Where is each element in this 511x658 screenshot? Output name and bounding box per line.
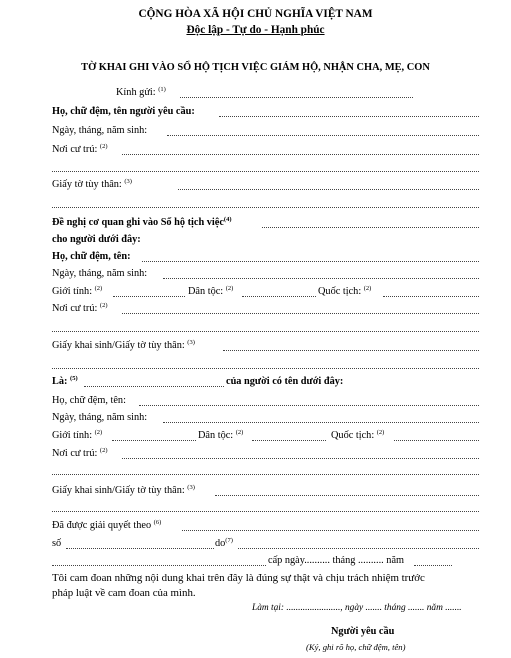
person2-residence-field[interactable] <box>122 458 479 459</box>
signature-place-date: Làm tại: ......................., ngày ....... tháng ....... năm ....... <box>252 603 462 613</box>
person1-ethnicity-label: Dân tộc: $^{(2)}$ <box>188 285 234 297</box>
requester-residence-field[interactable] <box>122 154 479 155</box>
resolution-issued-date: cấp ngày.......... tháng .......... năm <box>268 555 405 566</box>
person1-residence-field-2[interactable] <box>52 331 479 332</box>
resolution-number-field[interactable] <box>66 548 214 549</box>
person1-residence-label: Nơi cư trú: $^{(2)}$ <box>52 302 108 314</box>
person1-ethnicity-field[interactable] <box>242 296 316 297</box>
person2-birth-cert-field-2[interactable] <box>52 511 479 512</box>
person2-dob-label: Ngày, tháng, năm sinh: <box>52 412 148 423</box>
person1-gender-label: Giới tính: $^{(2)}$ <box>52 285 103 297</box>
requester-id-field[interactable] <box>178 189 479 190</box>
person2-name-field[interactable] <box>139 405 479 406</box>
person2-ethnicity-field[interactable] <box>252 440 326 441</box>
person1-birth-cert-label: Giấy khai sinh/Giấy tờ tùy thân: $^{(3)}$ <box>52 339 195 351</box>
requester-dob-field[interactable] <box>167 135 479 136</box>
person2-name-label: Họ, chữ đệm, tên: <box>52 395 126 406</box>
person1-birth-cert-field-2[interactable] <box>52 368 479 369</box>
request-type-field[interactable] <box>262 227 479 228</box>
resolution-authority-field-2[interactable] <box>52 565 266 566</box>
form-title: TỜ KHAI GHI VÀO SỔ HỘ TỊCH VIỆC GIÁM HỘ, NHẬN CHA, MẸ, CON <box>81 62 430 73</box>
national-motto: Độc lập - Tự do - Hạnh phúc <box>186 24 325 36</box>
person2-ethnicity-label: Dân tộc: $^{(2)}$ <box>198 429 244 441</box>
resolution-authority-field[interactable] <box>238 548 479 549</box>
signature-title: Người yêu cầu <box>331 626 395 637</box>
resolution-label: Đã được giải quyết theo $^{(6)}$ <box>52 519 162 531</box>
person1-residence-field[interactable] <box>122 313 479 314</box>
person2-residence-label: Nơi cư trú: $^{(2)}$ <box>52 447 108 459</box>
recipient-field[interactable] <box>180 97 413 98</box>
person2-gender-label: Giới tính: $^{(2)}$ <box>52 429 103 441</box>
country-name: CỘNG HÒA XÃ HỘI CHỦ NGHĨA VIỆT NAM <box>138 8 373 20</box>
person1-name-label: Họ, chữ đệm, tên: <box>52 251 131 262</box>
person1-name-field[interactable] <box>142 261 479 262</box>
resolution-by-label: $do^{(7)}$ <box>215 537 233 549</box>
person1-dob-label: Ngày, tháng, năm sinh: <box>52 268 148 279</box>
person2-residence-field-2[interactable] <box>52 474 479 475</box>
requester-name-field[interactable] <box>219 116 479 117</box>
person2-birth-cert-field[interactable] <box>215 495 479 496</box>
recipient-label: Kính gửi: $^{(1)}$ <box>116 86 166 98</box>
person1-dob-field[interactable] <box>163 278 479 279</box>
relation-label: Là: $^{(5)}$ <box>52 375 78 387</box>
requester-dob-label: Ngày, tháng, năm sinh: <box>52 125 148 136</box>
person2-dob-field[interactable] <box>163 422 479 423</box>
person1-gender-field[interactable] <box>113 296 185 297</box>
declaration-line1: Tôi cam đoan những nội dung khai trên đây là đúng sự thật và chịu trách nhiệm trước <box>52 572 425 584</box>
request-line2: cho người dưới đây: <box>52 234 141 245</box>
person1-nationality-label: Quốc tịch: $^{(2)}$ <box>318 285 372 297</box>
person2-birth-cert-label: Giấy khai sinh/Giấy tờ tùy thân: $^{(3)}$ <box>52 484 195 496</box>
requester-name-label: Họ, chữ đệm, tên người yêu cầu: <box>52 106 195 117</box>
requester-residence-label: Nơi cư trú: $^{(2)}$ <box>52 143 108 155</box>
request-text: Đề nghị cơ quan ghi vào Sổ hộ tịch việc$^{(4)}$ <box>52 216 232 228</box>
declaration-line2: pháp luật về cam đoan của mình. <box>52 587 196 599</box>
relation-field[interactable] <box>84 386 224 387</box>
person2-nationality-field[interactable] <box>394 440 479 441</box>
resolution-basis-field[interactable] <box>182 530 479 531</box>
person1-birth-cert-field[interactable] <box>223 350 479 351</box>
signature-hint: (Ký, ghi rõ họ, chữ đệm, tên) <box>306 642 406 652</box>
resolution-year-field[interactable] <box>414 565 452 566</box>
requester-id-field-2[interactable] <box>52 207 479 208</box>
requester-residence-field-2[interactable] <box>52 171 479 172</box>
person2-nationality-label: Quốc tịch: $^{(2)}$ <box>331 429 385 441</box>
requester-id-label: Giấy tờ tùy thân: $^{(3)}$ <box>52 178 132 190</box>
person1-nationality-field[interactable] <box>383 296 479 297</box>
person2-gender-field[interactable] <box>112 440 196 441</box>
resolution-number-label: số <box>52 538 62 549</box>
relation-of-person: của người có tên dưới đây: <box>226 376 344 387</box>
